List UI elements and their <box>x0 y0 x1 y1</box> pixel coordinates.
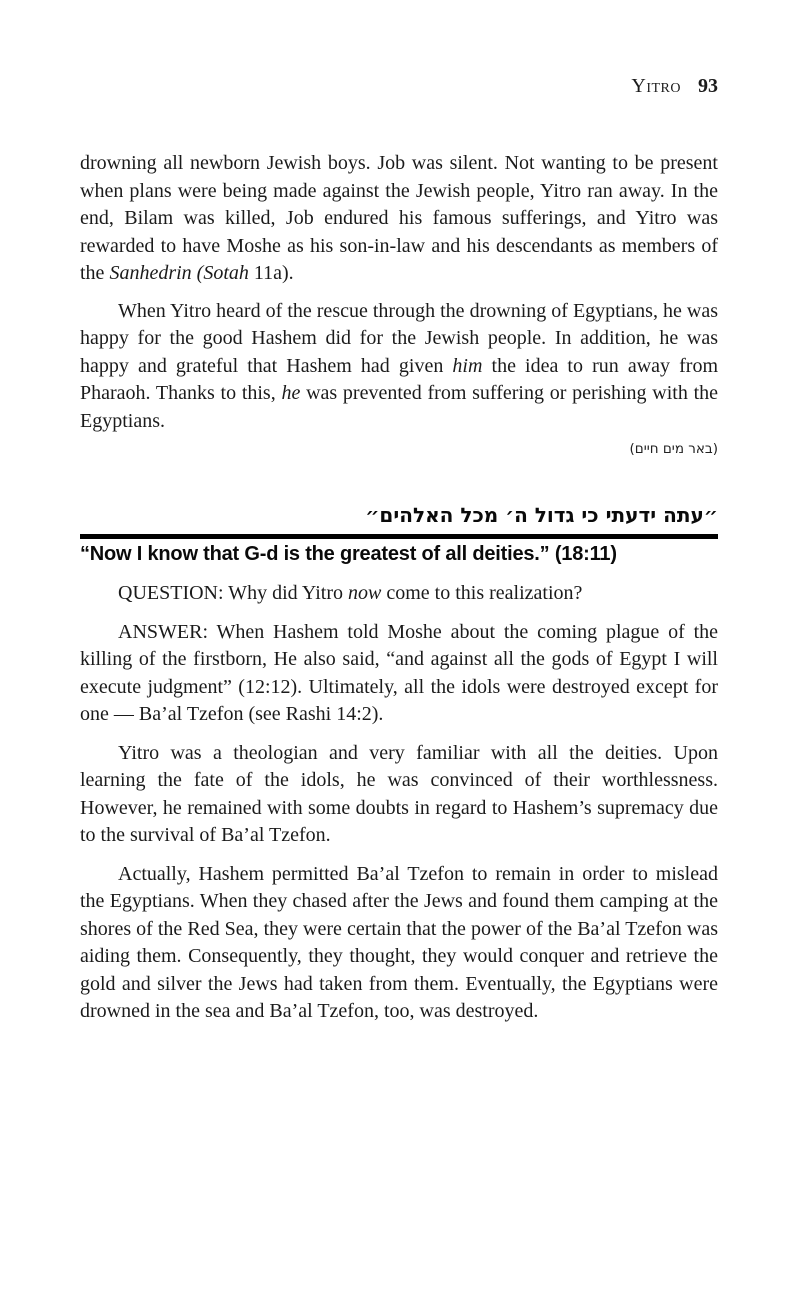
hebrew-verse-heading: ״עתה ידעתי כי גדול ה׳ מכל האלהים״ <box>365 503 718 527</box>
heading-divider-rule <box>80 534 718 539</box>
paragraph-when-yitro-heard: When Yitro heard of the rescue through the drowning of Egyptians, he was happy for the good Hashem did for the Jewish people. In addition, he was happy and grateful that Hashem had given him the idea to run away from Pharaoh. Thanks to this, he was prevented from suffering or perishing with the Egyptians. <box>80 299 719 432</box>
text-block <box>80 0 718 1026</box>
english-verse-heading: “Now I know that G-d is the greatest of all deities.” (18:11) <box>80 543 617 565</box>
paragraph-yitro-theologian: Yitro was a theologian and very familiar with all the deities. Upon learning the fate of the idols, he was convinced of their worthlessness. However, he remained with some doubts in regard to Hashem’s supremacy due to the survival of Ba’al Tzefon. <box>80 741 718 846</box>
question-answer-block <box>80 580 718 1026</box>
question-paragraph: QUESTION: Why did Yitro now come to this realization? <box>118 582 583 604</box>
paragraph-baal-tzefon: Actually, Hashem permitted Ba’al Tzefon to remain in order to mislead the Egyptians. When they chased after the Jews and found them camping at the shores of the Red Sea, they were certain that the power of the Ba’al Tzefon was aiding them. Consequently, they thought, they would conquer and retrieve the gold and silver the Jews had taken from them. Eventually, the Egyptians were drowned in the sea and Ba’al Tzefon, too, was destroyed. <box>80 862 718 1022</box>
paragraph-continuation: drowning all newborn Jewish boys. Job was silent. Not wanting to be present when plans were being made against the Jewish people, Yitro ran away. In the end, Bilam was killed, Job endured his famous sufferings, and Yitro was rewarded to have Moshe as his son-in-law and his descendants as members of the Sanhedrin (Sotah 11a). <box>80 152 718 284</box>
running-head-title: Yitro <box>631 75 681 97</box>
hebrew-source-citation: (באר מים חיים) <box>629 441 718 457</box>
page-number: 93 <box>698 75 718 97</box>
section-heading <box>80 502 718 566</box>
answer-paragraph: ANSWER: When Hashem told Moshe about the coming plague of the killing of the firstborn, He also said, “and against all the gods of Egypt I will execute judgment” (12:12). Ultimately, all the idols were destroyed except for one — Ba’al Tzefon (see Rashi 14:2). <box>80 620 718 725</box>
